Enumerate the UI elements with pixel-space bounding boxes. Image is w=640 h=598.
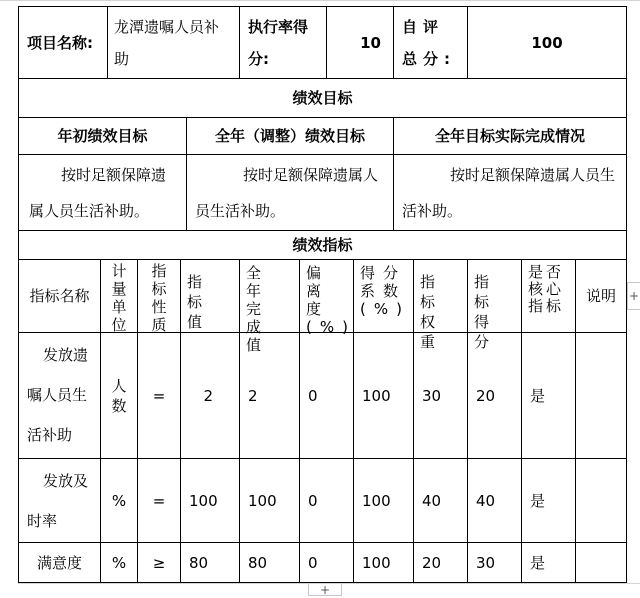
table-row-3-unit: % (100, 542, 138, 583)
goals-initial-text: 按时足额保障遗属人员生活补助。 (18, 154, 187, 231)
self-score-label: 自评总分: (393, 6, 468, 79)
goals-col-actual: 全年目标实际完成情况 (393, 117, 627, 155)
col-header-actual: 全年完成值 (239, 259, 300, 333)
table-row-3-core: 是 (521, 542, 576, 583)
table-row-2-actual: 100 (239, 458, 300, 543)
col-header-deviation: 偏离度(%) (299, 259, 354, 333)
table-row-2-nature: = (137, 458, 181, 543)
table-row-2-unit: % (100, 458, 138, 543)
table-row-3-actual: 80 (239, 542, 300, 583)
col-header-nature-text: 指标性质 (151, 262, 167, 334)
col-header-coef: 得分系数(%) (353, 259, 414, 333)
project-name-value: 龙潭遗嘱人员补助 (107, 6, 240, 79)
table-row-1-weight: 30 (413, 332, 468, 459)
table-row-1-deviation: 0 (299, 332, 354, 459)
table-row-2-target: 100 (180, 458, 240, 543)
table-row-3-deviation: 0 (299, 542, 354, 583)
table-row-3-score: 30 (467, 542, 522, 583)
table-row-3-coef: 100 (353, 542, 414, 583)
table-row-1-actual: 2 (239, 332, 300, 459)
table-row-2-score: 40 (467, 458, 522, 543)
table-row-1-score: 20 (467, 332, 522, 459)
col-header-unit-text: 计量单位 (111, 262, 127, 334)
col-header-core: 是否核心指标 (521, 259, 576, 333)
indicators-section-title: 绩效指标 (18, 230, 627, 260)
goals-col-initial: 年初绩效目标 (18, 117, 187, 155)
exec-score-value: 10 (326, 6, 394, 79)
add-column-button[interactable]: + (627, 282, 640, 310)
table-row-3-nature: ≥ (137, 542, 181, 583)
table-row-2-note (575, 458, 627, 543)
goals-actual-text: 按时足额保障遗属人员生活补助。 (393, 154, 627, 231)
goals-adjusted-text: 按时足额保障遗属人员生活补助。 (186, 154, 394, 231)
table-row-2-deviation: 0 (299, 458, 354, 543)
table-row-1-note (575, 332, 627, 459)
self-score-value: 100 (467, 6, 627, 79)
col-header-score: 指标得分 (467, 259, 522, 333)
table-row-1-coef: 100 (353, 332, 414, 459)
table-row-1-nature: = (137, 332, 181, 459)
col-header-nature (137, 259, 181, 333)
col-header-note: 说明 (575, 259, 627, 333)
col-header-name: 指标名称 (18, 259, 101, 333)
table-row-3-weight: 20 (413, 542, 468, 583)
table-row-2-name: 发放及时率 (18, 458, 101, 543)
goals-section-title: 绩效目标 (18, 78, 627, 118)
table-row-1-core: 是 (521, 332, 576, 459)
table-row-3-note (575, 542, 627, 583)
table-row-1-target: 2 (180, 332, 240, 459)
table-row-1-unit: 人数 (100, 332, 138, 459)
table-row-3-name: 满意度 (18, 542, 101, 583)
table-row-2-core: 是 (521, 458, 576, 543)
col-header-target: 指标值 (180, 259, 240, 333)
goals-col-adjusted: 全年（调整）绩效目标 (186, 117, 394, 155)
col-header-unit (100, 259, 138, 333)
project-name-label: 项目名称: (18, 6, 108, 79)
table-row-1-name: 发放遗嘱人员生活补助 (18, 332, 101, 459)
col-header-weight: 指标权重 (413, 259, 468, 333)
table-row-3-target: 80 (180, 542, 240, 583)
table-row-2-weight: 40 (413, 458, 468, 543)
table-row-2-coef: 100 (353, 458, 414, 543)
add-row-button[interactable]: + (308, 584, 342, 596)
exec-score-label: 执行率得分: (239, 6, 327, 79)
